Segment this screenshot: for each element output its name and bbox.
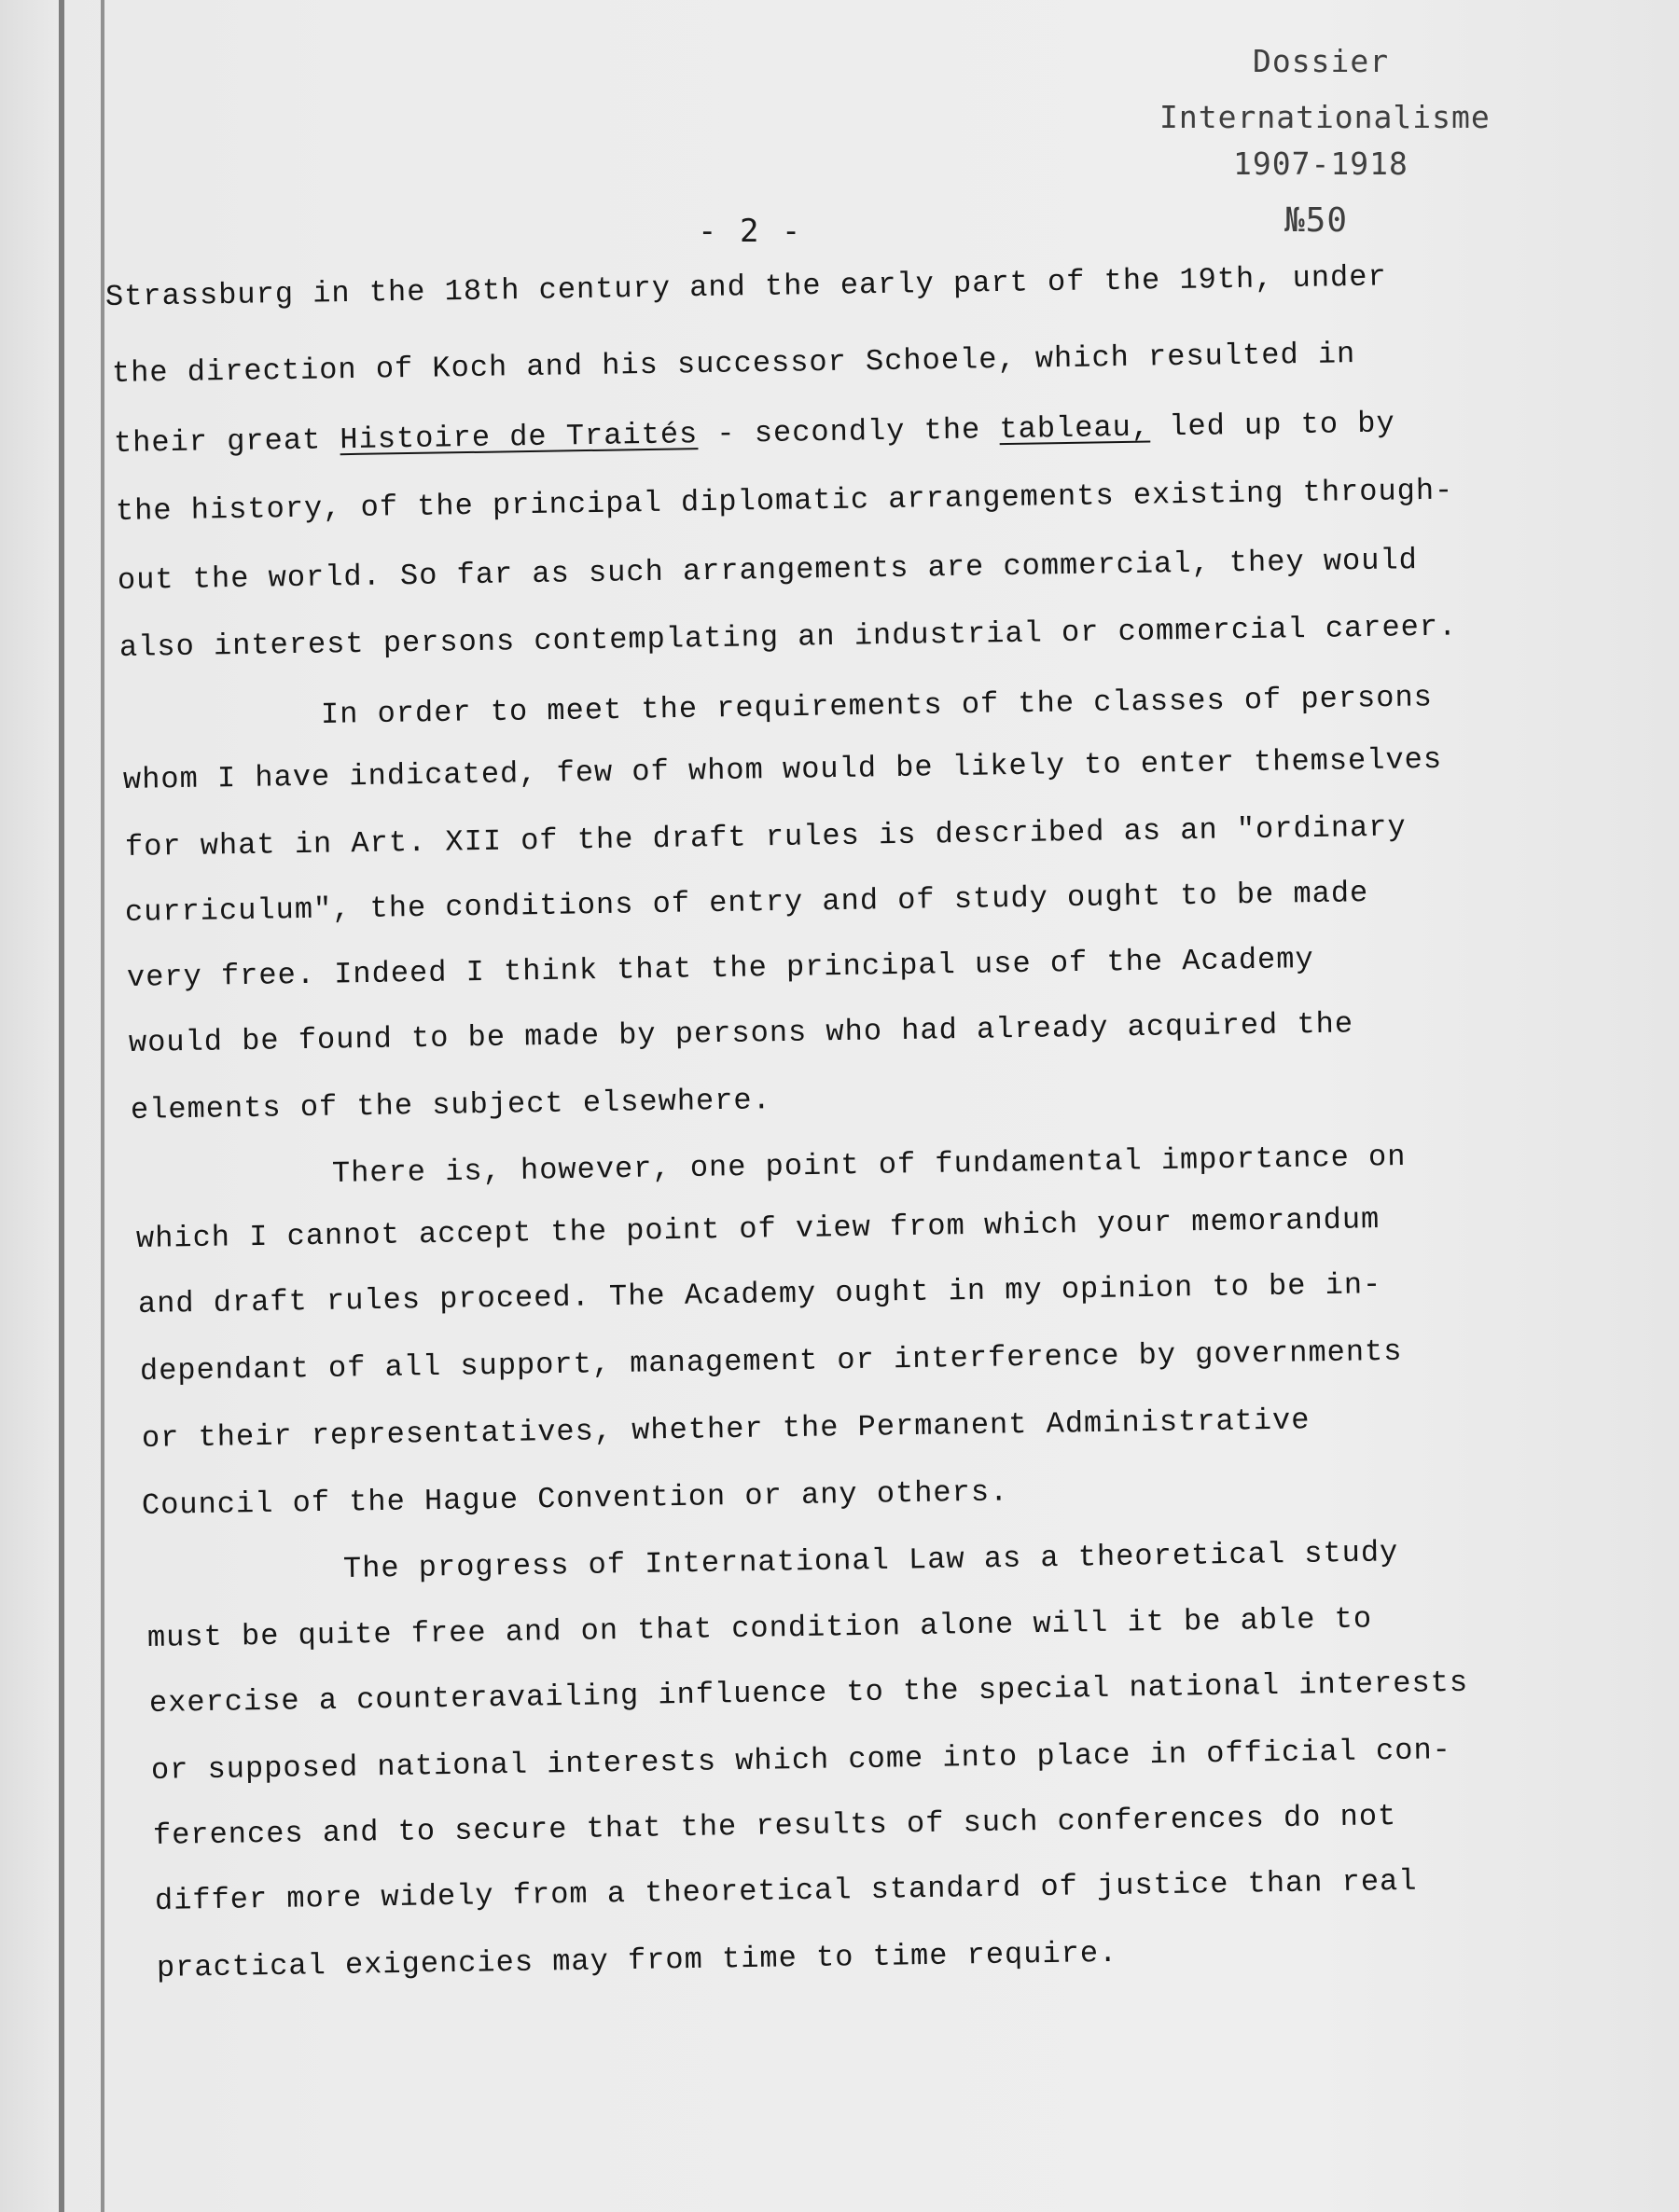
text-line: and draft rules proceed. The Academy ought in my opinion to be in- bbox=[137, 1267, 1382, 1321]
text-line: curriculum", the conditions of entry and of study ought to be made bbox=[124, 876, 1369, 930]
text-line: ferences and to secure that the results of such conferences do not bbox=[152, 1799, 1397, 1853]
underlined-title-histoire: Histoire de Traités bbox=[340, 417, 699, 458]
text-line: or supposed national interests which come into place in official con- bbox=[150, 1733, 1452, 1788]
text-line: or their representatives, whether the Permanent Administrative bbox=[141, 1403, 1311, 1456]
text-line: exercise a counteravailing influence to the special national interests bbox=[148, 1665, 1469, 1721]
text-line: out the world. So far as such arrangements are commercial, they would bbox=[117, 543, 1419, 598]
archive-stamp-dossier: Dossier bbox=[1253, 43, 1390, 79]
archive-stamp-years: 1907-1918 bbox=[1233, 145, 1408, 182]
text-line: the history, of the principal diplomatic arrangements existing through- bbox=[115, 473, 1454, 529]
text-line: In order to meet the requirements of the classes of persons bbox=[320, 680, 1434, 732]
text-segment: - secondly the bbox=[697, 412, 1000, 452]
underlined-word-tableau: tableau, bbox=[999, 409, 1151, 448]
margin-rule-line bbox=[101, 0, 104, 2212]
text-line: whom I have indicated, few of whom would be likely to enter themselves bbox=[122, 741, 1443, 797]
text-line: very free. Indeed I think that the principal use of the Academy bbox=[126, 942, 1314, 995]
text-line: dependant of all support, management or interference by governments bbox=[139, 1334, 1403, 1389]
text-line: differ more widely from a theoretical standard of justice than real bbox=[154, 1863, 1418, 1918]
text-line: Strassburg in the 18th century and the early part of the 19th, under bbox=[104, 259, 1387, 314]
text-line: Council of the Hague Convention or any others. bbox=[141, 1474, 1009, 1523]
text-line: must be quite free and on that condition alone will it be able to bbox=[146, 1601, 1373, 1655]
text-line: practical exigencies may from time to time require. bbox=[156, 1935, 1118, 1985]
text-line: There is, however, one point of fundamental importance on bbox=[331, 1139, 1407, 1191]
text-line: The progress of International Law as a theoretical study bbox=[342, 1535, 1399, 1586]
text-line bbox=[114, 406, 1395, 461]
text-line: for what in Art. XII of the draft rules is described as an "ordinary bbox=[124, 809, 1407, 864]
text-line: elements of the subject elsewhere. bbox=[130, 1083, 772, 1127]
text-segment: their great bbox=[113, 422, 340, 461]
archive-stamp-category: Internationalisme bbox=[1159, 99, 1491, 135]
text-line: also interest persons contemplating an industrial or commercial career. bbox=[118, 609, 1458, 665]
text-line: which I cannot accept the point of view from which your memorandum bbox=[135, 1202, 1381, 1256]
text-line: would be found to be made by persons who had already acquired the bbox=[128, 1006, 1354, 1060]
binding-edge-line bbox=[59, 0, 64, 2212]
text-segment: led up to by bbox=[1149, 406, 1395, 445]
text-line: the direction of Koch and his successor Schoele, which resulted in bbox=[111, 337, 1356, 391]
page-number: - 2 - bbox=[698, 213, 803, 250]
archive-stamp-number: №50 bbox=[1284, 201, 1349, 240]
